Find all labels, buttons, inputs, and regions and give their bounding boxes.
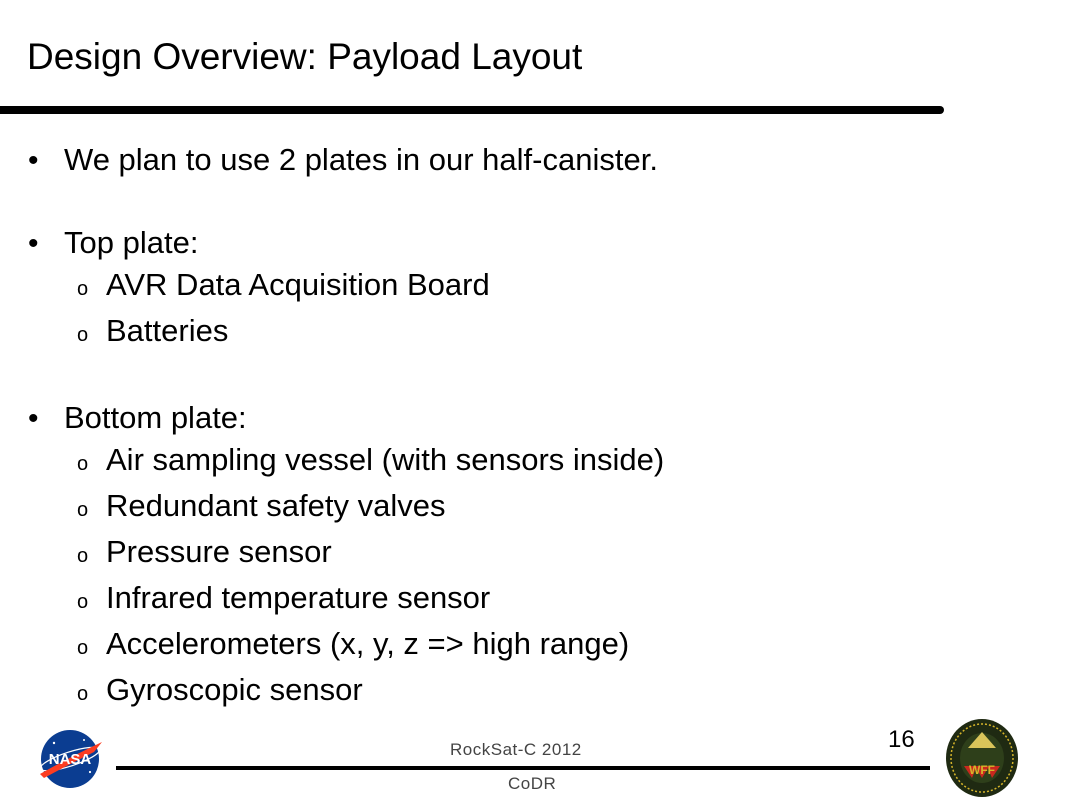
nasa-logo — [34, 728, 106, 790]
bullet-marker: • — [28, 144, 39, 177]
footer-divider — [116, 766, 930, 770]
sub-text: Accelerometers (x, y, z => high range) — [106, 626, 630, 661]
slide-title: Design Overview: Payload Layout — [27, 36, 583, 77]
sub-text: Gyroscopic sensor — [106, 672, 363, 707]
sub-marker: o — [77, 324, 89, 346]
sub-text: Batteries — [106, 313, 229, 348]
sub-text: Infrared temperature sensor — [106, 580, 491, 615]
wff-logo-text: WFF — [969, 763, 995, 777]
bullet-marker: • — [28, 402, 39, 435]
sub-marker: o — [77, 591, 89, 613]
nasa-logo-text: NASA — [48, 751, 92, 768]
bullet-text: Bottom plate: — [64, 400, 247, 435]
sub-item — [28, 439, 988, 485]
sub-item — [28, 577, 988, 623]
sub-item — [28, 485, 988, 531]
title-divider — [0, 106, 944, 114]
sub-text: AVR Data Acquisition Board — [106, 267, 490, 302]
sub-marker: o — [77, 545, 89, 567]
bullet-list — [28, 140, 988, 715]
sub-item — [28, 531, 988, 577]
sub-marker: o — [77, 453, 89, 475]
wff-logo — [944, 718, 1020, 798]
bullet-item — [28, 140, 988, 181]
sub-item — [28, 310, 988, 356]
sub-marker: o — [77, 278, 89, 300]
page-number: 16 — [888, 726, 915, 753]
bullet-marker: • — [28, 227, 39, 260]
footer-event: RockSat-C 2012 — [450, 740, 582, 759]
sub-text: Air sampling vessel (with sensors inside) — [106, 442, 665, 477]
footer-review: CoDR — [508, 774, 557, 793]
sub-text: Redundant safety valves — [106, 488, 446, 523]
bullet-text: We plan to use 2 plates in our half-canister. — [64, 142, 658, 177]
sub-marker: o — [77, 499, 89, 521]
bullet-item — [28, 223, 988, 264]
sub-item — [28, 623, 988, 669]
sub-item — [28, 264, 988, 310]
bullet-item — [28, 398, 988, 439]
sub-marker: o — [77, 683, 89, 705]
sub-text: Pressure sensor — [106, 534, 332, 569]
sub-marker: o — [77, 637, 89, 659]
bullet-text: Top plate: — [64, 225, 199, 260]
sub-item — [28, 669, 988, 715]
